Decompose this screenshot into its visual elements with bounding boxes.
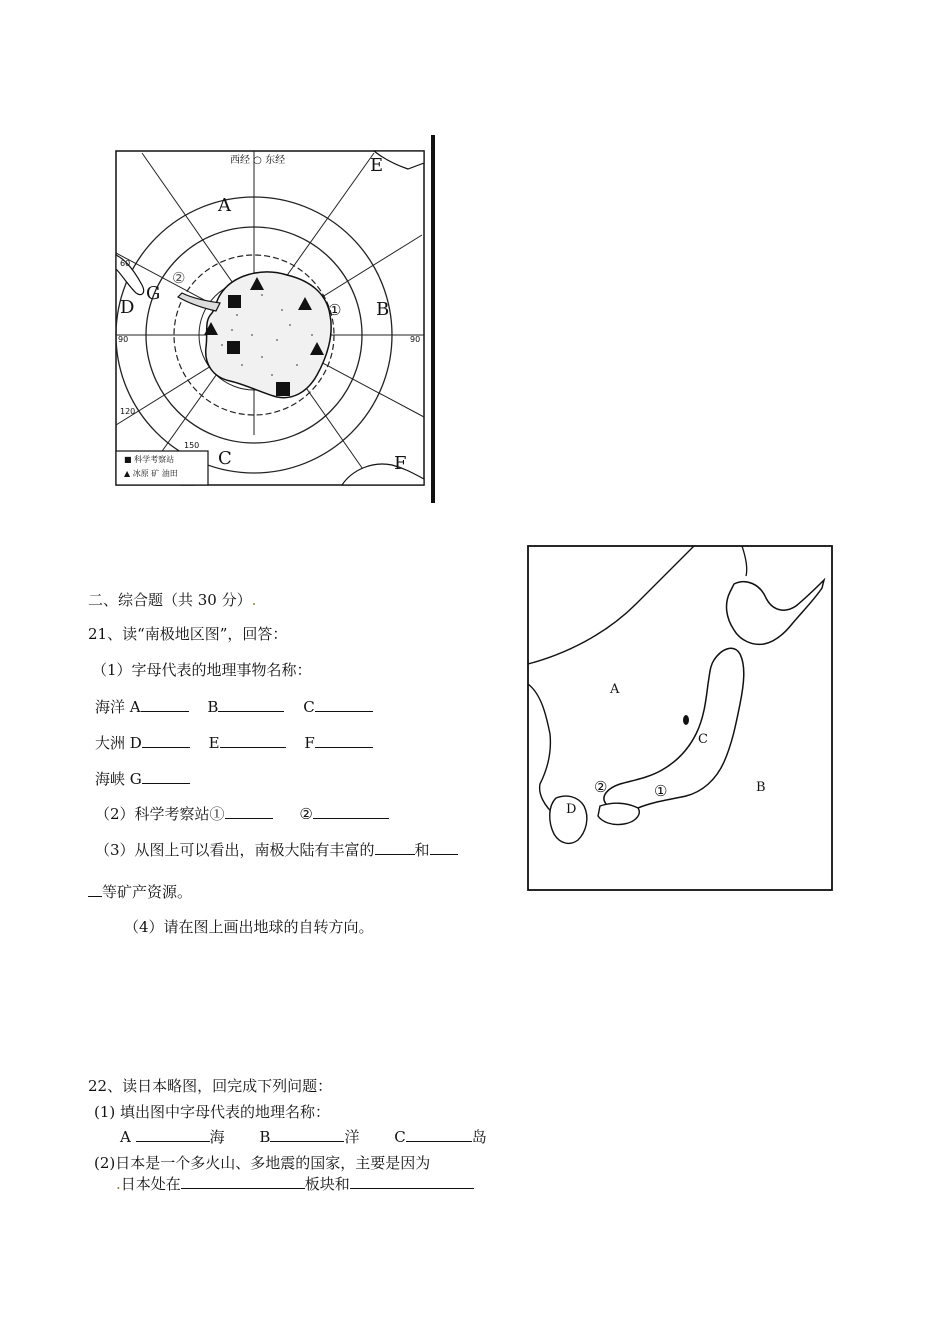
blank-ocean-b-japan[interactable] bbox=[270, 1127, 344, 1142]
japan-circled-one: ① bbox=[654, 782, 668, 800]
japan-map bbox=[526, 544, 836, 892]
q22-part1: (1) 填出图中字母代表的地理名称： bbox=[94, 1103, 331, 1121]
antarctic-map bbox=[112, 135, 442, 505]
q21-part3: （3）从图上可以看出，南极大陆有丰富的 和 bbox=[95, 840, 458, 860]
label-f: F bbox=[394, 453, 407, 474]
blank-continent-d[interactable] bbox=[142, 733, 190, 748]
label-a: A bbox=[218, 195, 231, 216]
japan-label-d: D bbox=[566, 802, 577, 817]
q21-title: 21、读“南极地区图”，回答： bbox=[88, 625, 288, 643]
label-circled-one: ① bbox=[328, 301, 342, 319]
label-e: E bbox=[370, 155, 384, 176]
antarctic-map-figure bbox=[112, 135, 442, 505]
blank-plate-two[interactable] bbox=[350, 1174, 474, 1189]
tick-60: 60 bbox=[120, 259, 131, 268]
map-header: 西经 ○ 东经 bbox=[230, 155, 286, 166]
q21-ocean-row: 海洋 A B C bbox=[95, 697, 373, 717]
blank-ocean-a[interactable] bbox=[141, 697, 189, 712]
japan-label-c: C bbox=[698, 732, 708, 747]
legend-station: ■ 科学考察站 bbox=[124, 455, 175, 464]
blank-resource-two-a[interactable] bbox=[430, 840, 458, 855]
legend-mine: ▲ 冰原 矿 油田 bbox=[124, 469, 178, 478]
q22-title: 22、读日本略图，回完成下列问题： bbox=[88, 1077, 333, 1095]
section-title: 二、综合题（共 30 分）. bbox=[88, 591, 257, 609]
japan-label-a: A bbox=[610, 682, 620, 697]
q21-part1: （1）字母代表的地理事物名称： bbox=[92, 661, 312, 679]
tick-150: 150 bbox=[184, 441, 200, 450]
blank-continent-e[interactable] bbox=[220, 733, 286, 748]
blank-ocean-c[interactable] bbox=[315, 697, 373, 712]
blank-continent-f[interactable] bbox=[315, 733, 373, 748]
blank-plate-one[interactable] bbox=[181, 1174, 305, 1189]
q22-part2-cont: .日本处在 板块和 bbox=[116, 1174, 474, 1194]
q22-part2: (2)日本是一个多火山、多地震的国家，主要是因为 bbox=[94, 1154, 431, 1172]
blank-island-c[interactable] bbox=[406, 1127, 472, 1142]
tick-90e: 90 bbox=[410, 335, 421, 344]
blank-resource-one[interactable] bbox=[375, 840, 415, 855]
q21-strait-row: 海峡 G bbox=[95, 769, 190, 789]
tick-90w: 90 bbox=[118, 335, 129, 344]
japan-map-figure bbox=[526, 544, 836, 892]
label-d: D bbox=[120, 297, 135, 318]
q21-part4: （4）请在图上画出地球的自转方向。 bbox=[124, 918, 374, 936]
label-c: C bbox=[218, 448, 232, 469]
japan-label-b: B bbox=[756, 780, 766, 795]
blank-strait-g[interactable] bbox=[142, 769, 190, 784]
q21-part3-cont: 等矿产资源。 bbox=[88, 882, 192, 902]
label-g: G bbox=[146, 283, 161, 304]
japan-circled-two: ② bbox=[594, 778, 608, 796]
tick-120: 120 bbox=[120, 407, 136, 416]
blank-station-one[interactable] bbox=[225, 804, 273, 819]
q21-part2: （2）科学考察站① ② bbox=[95, 804, 389, 824]
label-b: B bbox=[376, 299, 390, 320]
blank-resource-two-b[interactable] bbox=[88, 882, 102, 897]
blank-sea-a[interactable] bbox=[136, 1127, 210, 1142]
q21-continent-row: 大洲 D E F bbox=[95, 733, 373, 753]
q22-names-row: A 海 B 洋 C 岛 bbox=[120, 1128, 487, 1146]
label-circled-two: ② bbox=[172, 269, 186, 287]
blank-station-two[interactable] bbox=[313, 804, 389, 819]
blank-ocean-b[interactable] bbox=[218, 697, 284, 712]
